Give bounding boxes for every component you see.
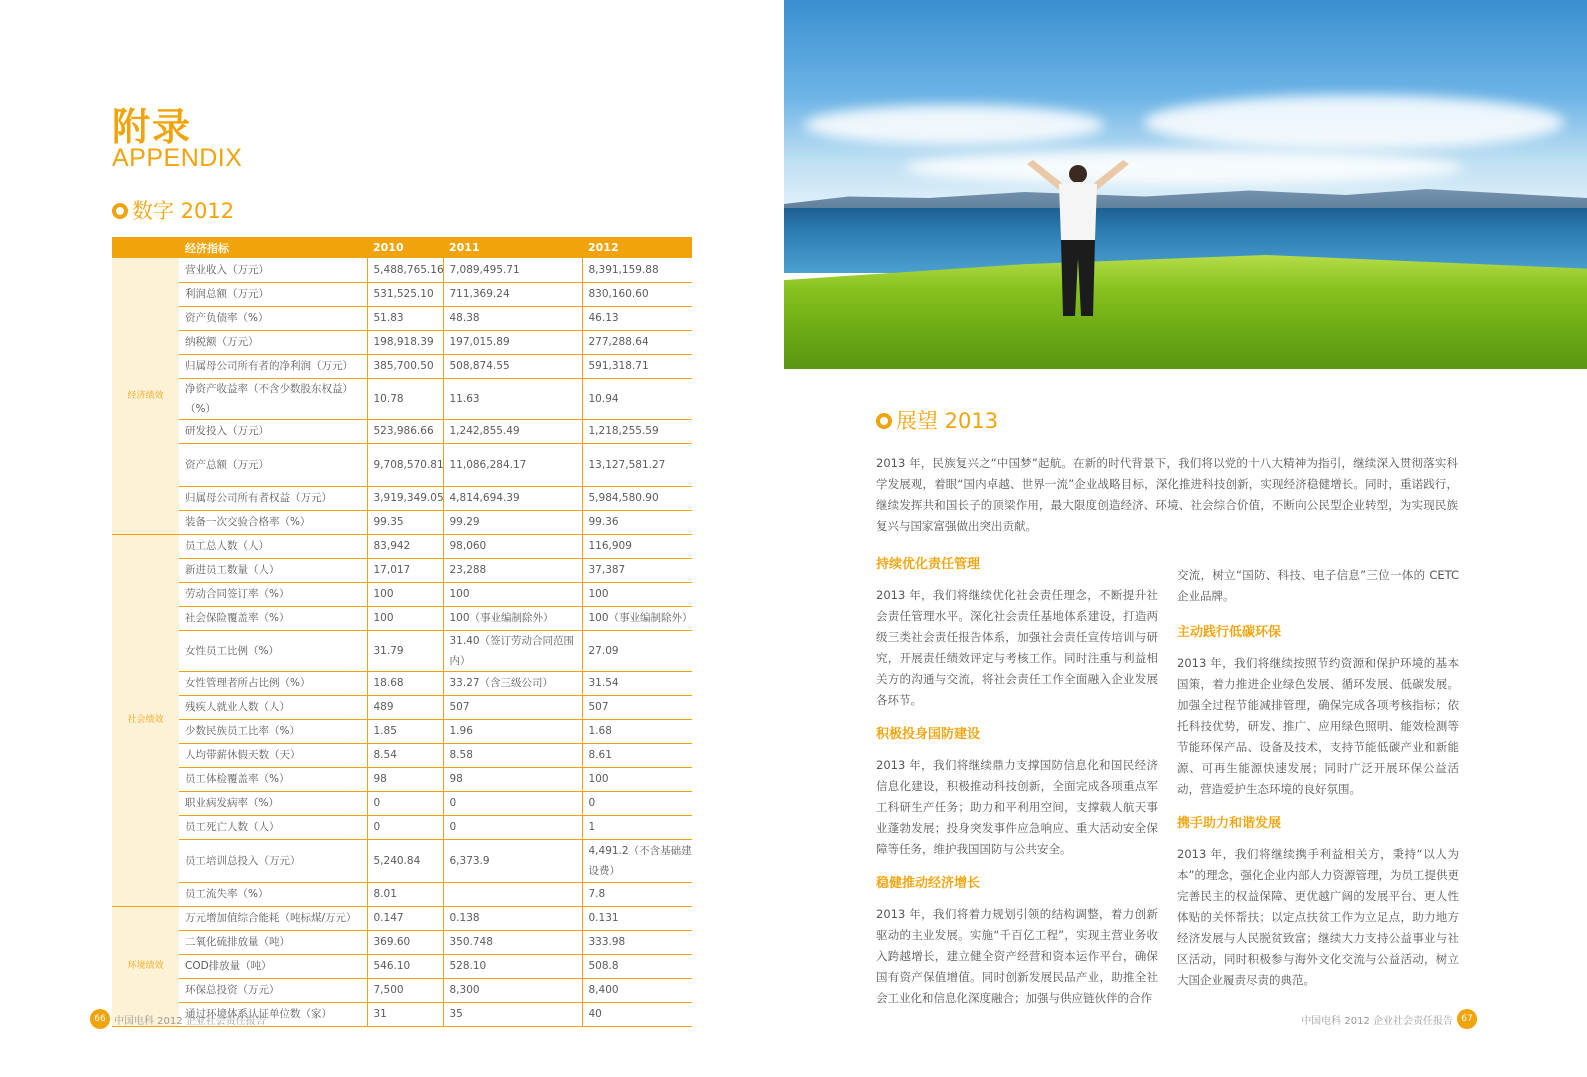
page-number: 66	[90, 1009, 110, 1029]
outlook-intro: 2013 年，民族复兴之“中国梦”起航。在新的时代背景下，我们将以党的十八大精神为指引，继续深入贯彻落实科学发展观，着眼“国内卓越、世界一流”企业战略目标，深化推进科技创新，实现经济稳健增长。同时，重诺践行，继续发挥共和国长子的顶梁作用，最大限度创造经济、环境、社会综合价值，不断向公民型企业转型，为实现民族复兴与国家富强做出突出贡献。	[876, 456, 1458, 533]
photo-cloud	[1144, 95, 1564, 150]
indicator-cell: 职业病发病率（%）	[179, 791, 367, 815]
value-cell: 8.58	[443, 743, 582, 767]
outlook-column-right	[1177, 565, 1459, 991]
footer-text: 中国电科 2012 企业社会责任报告	[114, 1015, 266, 1027]
value-cell: 48.38	[443, 306, 582, 330]
section-heading-2012	[112, 195, 234, 225]
value-cell: 528.10	[443, 954, 582, 978]
value-cell: 8,400	[582, 978, 692, 1002]
value-cell: 11,086,284.17	[443, 443, 582, 486]
indicator-cell: 员工体检覆盖率（%）	[179, 767, 367, 791]
table-row	[112, 534, 692, 558]
indicator-cell: 社会保险覆盖率（%）	[179, 606, 367, 630]
value-cell: 508.8	[582, 954, 692, 978]
value-cell: 507	[582, 695, 692, 719]
subheading: 持续优化责任管理	[876, 557, 981, 572]
column-header: 2010	[367, 237, 443, 258]
value-cell: 100	[582, 582, 692, 606]
photo-cloud	[904, 150, 1464, 185]
value-cell: 35	[443, 1002, 582, 1026]
category-cell: 社会绩效	[112, 534, 179, 906]
indicator-cell: 净资产收益率（不含少数股东权益）（%）	[179, 378, 367, 419]
table-row	[112, 419, 692, 443]
value-cell: 1.96	[443, 719, 582, 743]
value-cell: 333.98	[582, 930, 692, 954]
subheading: 稳健推动经济增长	[876, 876, 981, 891]
value-cell: 31.54	[582, 671, 692, 695]
value-cell: 508,874.55	[443, 354, 582, 378]
value-cell: 98	[443, 767, 582, 791]
table-row	[112, 354, 692, 378]
value-cell: 23,288	[443, 558, 582, 582]
value-cell: 0	[443, 815, 582, 839]
value-cell: 40	[582, 1002, 692, 1026]
value-cell: 369.60	[367, 930, 443, 954]
value-cell: 0.131	[582, 906, 692, 930]
indicator-cell: 劳动合同签订率（%）	[179, 582, 367, 606]
table-body	[112, 258, 692, 1026]
value-cell: 116,909	[582, 534, 692, 558]
value-cell: 17,017	[367, 558, 443, 582]
section-heading-label: 数字 2012	[132, 199, 235, 223]
value-cell: 51.83	[367, 306, 443, 330]
table-row	[112, 282, 692, 306]
indicator-cell: 员工死亡人数（人）	[179, 815, 367, 839]
value-cell: 9,708,570.81	[367, 443, 443, 486]
indicator-cell: 万元增加值综合能耗（吨标煤/万元）	[179, 906, 367, 930]
indicator-cell: 人均带薪休假天数（天）	[179, 743, 367, 767]
table-row	[112, 582, 692, 606]
paragraph: 2013 年，我们将继续鼎力支撑国防信息化和国民经济信息化建设，积极推动科技创新，全面完成各项重点军工科研生产任务；助力和平利用空间，支撑载人航天事业蓬勃发展；投身突发事件应急响应、重大活动安全保障等任务，维护我国国防与公共安全。	[876, 758, 1158, 856]
footer-right	[1301, 1009, 1477, 1029]
table-row	[112, 978, 692, 1002]
value-cell: 8,300	[443, 978, 582, 1002]
category-cell: 经济绩效	[112, 258, 179, 534]
value-cell: 98	[367, 767, 443, 791]
value-cell: 507	[443, 695, 582, 719]
indicator-cell: 女性员工比例（%）	[179, 630, 367, 671]
table-row	[112, 258, 692, 282]
circle-bullet-icon	[876, 413, 892, 429]
table-row	[112, 954, 692, 978]
table-row	[112, 378, 692, 419]
value-cell: 8.54	[367, 743, 443, 767]
value-cell: 1,218,255.59	[582, 419, 692, 443]
value-cell: 0	[367, 815, 443, 839]
outlook-column-left	[876, 555, 1158, 1009]
value-cell: 13,127,581.27	[582, 443, 692, 486]
section-heading-2013	[876, 405, 998, 435]
subheading: 积极投身国防建设	[876, 727, 981, 742]
table-row	[112, 558, 692, 582]
value-cell: 7.8	[582, 882, 692, 906]
category-cell: 环境绩效	[112, 906, 179, 1026]
value-cell: 1,242,855.49	[443, 419, 582, 443]
indicator-cell: 研发投入（万元）	[179, 419, 367, 443]
value-cell: 0	[443, 791, 582, 815]
value-cell: 350.748	[443, 930, 582, 954]
indicator-cell: 归属母公司所有者的净利润（万元）	[179, 354, 367, 378]
table-row	[112, 443, 692, 486]
table-row	[112, 606, 692, 630]
value-cell: 711,369.24	[443, 282, 582, 306]
table-row	[112, 719, 692, 743]
column-header: 2012	[582, 237, 692, 258]
table-row	[112, 767, 692, 791]
value-cell: 198,918.39	[367, 330, 443, 354]
value-cell: 7,089,495.71	[443, 258, 582, 282]
value-cell: 100（事业编制除外）	[582, 606, 692, 630]
value-cell	[443, 882, 582, 906]
table-row	[112, 906, 692, 930]
table-row	[112, 882, 692, 906]
value-cell: 8.01	[367, 882, 443, 906]
indicator-cell: 员工总人数（人）	[179, 534, 367, 558]
value-cell: 0.138	[443, 906, 582, 930]
table-row	[112, 510, 692, 534]
value-cell: 100	[367, 582, 443, 606]
value-cell: 0.147	[367, 906, 443, 930]
value-cell: 100	[367, 606, 443, 630]
table-row	[112, 791, 692, 815]
paragraph: 2013 年，我们将着力规划引领的结构调整，着力创新驱动的主业发展。实施“千百亿工程”，实现主营业务收入跨越增长，建立健全资产经营和资本运作平台，确保国有资产保值增值。同时创新发展民品产业，助推全社会工业化和信息化深度融合；加强与供应链伙伴的合作	[876, 907, 1158, 1005]
value-cell: 6,373.9	[443, 839, 582, 882]
indicator-cell: 二氧化硫排放量（吨）	[179, 930, 367, 954]
page-title-en: APPENDIX	[112, 144, 243, 172]
value-cell: 3,919,349.05	[367, 486, 443, 510]
indicator-cell: 员工培训总投入（万元）	[179, 839, 367, 882]
table-row	[112, 839, 692, 882]
value-cell: 31.79	[367, 630, 443, 671]
indicator-cell: 女性管理者所占比例（%）	[179, 671, 367, 695]
table-header-row	[112, 237, 692, 258]
photo-grass	[784, 255, 1587, 369]
table-row	[112, 630, 692, 671]
table-row	[112, 306, 692, 330]
value-cell: 0	[582, 791, 692, 815]
table-row	[112, 330, 692, 354]
indicator-cell: 营业收入（万元）	[179, 258, 367, 282]
indicator-cell: 资产负债率（%）	[179, 306, 367, 330]
value-cell: 8,391,159.88	[582, 258, 692, 282]
value-cell: 18.68	[367, 671, 443, 695]
value-cell: 591,318.71	[582, 354, 692, 378]
value-cell: 1.68	[582, 719, 692, 743]
value-cell: 830,160.60	[582, 282, 692, 306]
value-cell: 8.61	[582, 743, 692, 767]
value-cell: 277,288.64	[582, 330, 692, 354]
paragraph: 2013 年，我们将继续携手利益相关方，秉持“以人为本”的理念，强化企业内部人力资源管理，为员工提供更完善民主的权益保障、更优越广阔的发展平台、更人性体贴的关怀帮扶；以定点扶贫工作为立足点，助力地方经济发展与人民脱贫致富；继续大力支持公益事业与社区活动，同时积极参与海外文化交流与公益活动，树立大国企业履责尽责的典范。	[1177, 847, 1459, 987]
indicator-cell: 纳税额（万元）	[179, 330, 367, 354]
value-cell: 27.09	[582, 630, 692, 671]
page-title-cn: 附录	[112, 105, 193, 149]
footer-left	[90, 1009, 266, 1029]
table-row	[112, 486, 692, 510]
value-cell: 46.13	[582, 306, 692, 330]
table-row	[112, 695, 692, 719]
indicator-cell: COD排放量（吨）	[179, 954, 367, 978]
value-cell: 1.85	[367, 719, 443, 743]
paragraph: 2013 年，我们将继续按照节约资源和保护环境的基本国策，着力推进企业绿色发展、循环发展、低碳发展。加强全过程节能减排管理，确保完成各项考核指标；依托科技优势，研发、推广、应用绿色照明、能效检测等节能环保产品、设备及技术，支持节能低碳产业和新能源、可再生能源快速发展；同时广泛开展环保公益活动，营造爱护生态环境的良好氛围。	[1177, 656, 1459, 796]
indicator-cell: 员工流失率（%）	[179, 882, 367, 906]
subheading: 携手助力和谐发展	[1177, 816, 1282, 831]
footer-text: 中国电科 2012 企业社会责任报告	[1301, 1015, 1453, 1027]
page-number: 67	[1457, 1009, 1477, 1029]
value-cell: 4,814,694.39	[443, 486, 582, 510]
value-cell: 99.36	[582, 510, 692, 534]
table-row	[112, 815, 692, 839]
column-header: 经济指标	[179, 237, 367, 258]
value-cell: 33.27（含三级公司）	[443, 671, 582, 695]
indicator-cell: 新进员工数量（人）	[179, 558, 367, 582]
value-cell: 7,500	[367, 978, 443, 1002]
value-cell: 4,491.2（不含基础建设费）	[582, 839, 692, 882]
section-heading-label: 展望 2013	[896, 409, 999, 433]
value-cell: 10.78	[367, 378, 443, 419]
value-cell: 83,942	[367, 534, 443, 558]
value-cell: 31	[367, 1002, 443, 1026]
circle-bullet-icon	[112, 203, 128, 219]
indicator-cell: 少数民族员工比率（%）	[179, 719, 367, 743]
indicator-cell: 装备一次交验合格率（%）	[179, 510, 367, 534]
value-cell: 100	[443, 582, 582, 606]
indicators-table	[112, 237, 692, 1027]
value-cell: 99.35	[367, 510, 443, 534]
value-cell: 11.63	[443, 378, 582, 419]
table-row	[112, 930, 692, 954]
value-cell: 99.29	[443, 510, 582, 534]
value-cell: 385,700.50	[367, 354, 443, 378]
value-cell: 10.94	[582, 378, 692, 419]
column-header: 2011	[443, 237, 582, 258]
value-cell: 5,984,580.90	[582, 486, 692, 510]
value-cell: 98,060	[443, 534, 582, 558]
indicator-cell: 资产总额（万元）	[179, 443, 367, 486]
value-cell: 5,488,765.16	[367, 258, 443, 282]
indicator-cell: 归属母公司所有者权益（万元）	[179, 486, 367, 510]
indicator-cell: 环保总投资（万元）	[179, 978, 367, 1002]
value-cell: 31.40（签订劳动合同范围内）	[443, 630, 582, 671]
hero-photo	[784, 0, 1587, 369]
value-cell: 531,525.10	[367, 282, 443, 306]
subheading: 主动践行低碳环保	[1177, 625, 1282, 640]
indicator-cell: 残疾人就业人数（人）	[179, 695, 367, 719]
value-cell: 1	[582, 815, 692, 839]
table-row	[112, 743, 692, 767]
person-figure	[1023, 158, 1133, 318]
value-cell: 0	[367, 791, 443, 815]
paragraph: 2013 年，我们将继续优化社会责任理念，不断提升社会责任管理水平。深化社会责任基地体系建设，打造两级三类社会责任报告体系，加强社会责任宣传培训与研究，开展责任绩效评定与考核工作。同时注重与利益相关方的沟通与交流，将社会责任工作全面融入企业发展各环节。	[876, 588, 1158, 707]
table-row	[112, 671, 692, 695]
indicator-cell: 通过环境体系认证单位数（家）	[179, 1002, 367, 1026]
value-cell: 197,015.89	[443, 330, 582, 354]
photo-cloud	[804, 105, 1104, 145]
value-cell: 100（事业编制除外）	[443, 606, 582, 630]
value-cell: 5,240.84	[367, 839, 443, 882]
value-cell: 546.10	[367, 954, 443, 978]
value-cell: 523,986.66	[367, 419, 443, 443]
value-cell: 100	[582, 767, 692, 791]
indicator-cell: 利润总额（万元）	[179, 282, 367, 306]
value-cell: 37,387	[582, 558, 692, 582]
paragraph: 交流，树立“国防、科技、电子信息”三位一体的 CETC 企业品牌。	[1177, 568, 1459, 603]
value-cell: 489	[367, 695, 443, 719]
